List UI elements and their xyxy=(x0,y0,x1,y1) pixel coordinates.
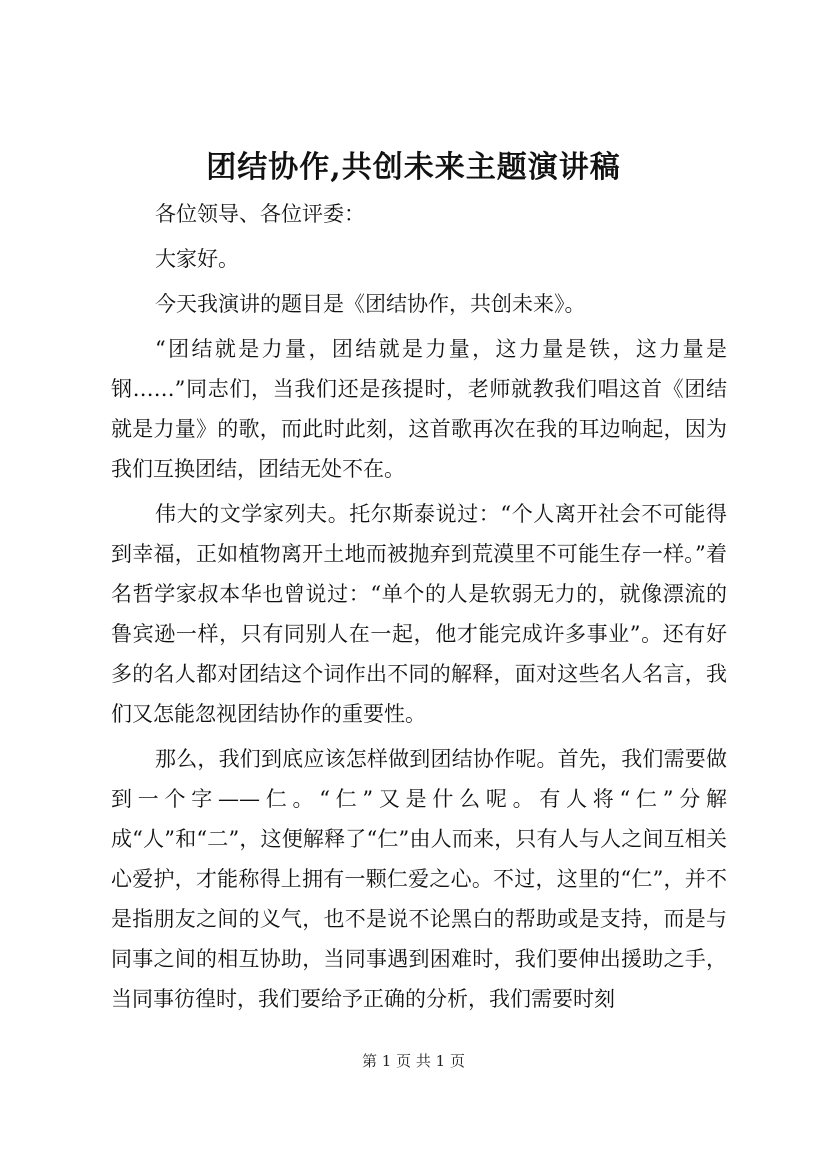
page-footer: 第 1 页 共 1 页 xyxy=(362,1052,465,1070)
document-title: 团结协作,共创未来主题演讲稿 xyxy=(206,150,621,185)
paragraph-ren: 那么，我们到底应该怎样做到团结协作呢。首先，我们需要做到一个字——仁。“仁”又是什么呢。有人将“仁”分解成“人”和“二”，这便解释了“仁”由人而来，只有人与人之间互相关心爱护，才能称得上拥有一颗仁爱之心。不过，这里的“仁”，并不是指朋友之间的义气，也不是说不论黑白的帮助或是支持，而是与同事之间的相互协助，当同事遇到困难时，我们要伸出援助之手，当同事彷徨时，我们要给予正确的分析，我们需要时刻 xyxy=(111,747,727,1011)
paragraph-topic: 今天我演讲的题目是《团结协作，共创未来》。 xyxy=(155,292,586,316)
paragraph-song: “团结就是力量，团结就是力量，这力量是铁，这力量是钢……”同志们，当我们还是孩提时，老师就教我们唱这首《团结就是力量》的歌，而此时此刻，这首歌再次在我的耳边响起，因为我们互换团结，团结无处不在。 xyxy=(111,337,727,481)
paragraph-quotes: 伟大的文学家列夫。托尔斯泰说过：“个人离开社会不可能得到幸福，正如植物离开土地而被抛弃到荒漠里不可能生存一样。”着名哲学家叔本华也曾说过：“单个的人是软弱无力的，就像漂流的鲁宾逊一样，只有同别人在一起，他才能完成许多事业”。还有好多的名人都对团结这个词作出不同的解释，面对这些名人名言，我们又怎能忽视团结协作的重要性。 xyxy=(111,502,727,726)
document-body xyxy=(111,194,727,1019)
paragraph-salutation: 各位领导、各位评委： xyxy=(155,202,365,226)
paragraph-greeting: 大家好。 xyxy=(155,247,239,271)
